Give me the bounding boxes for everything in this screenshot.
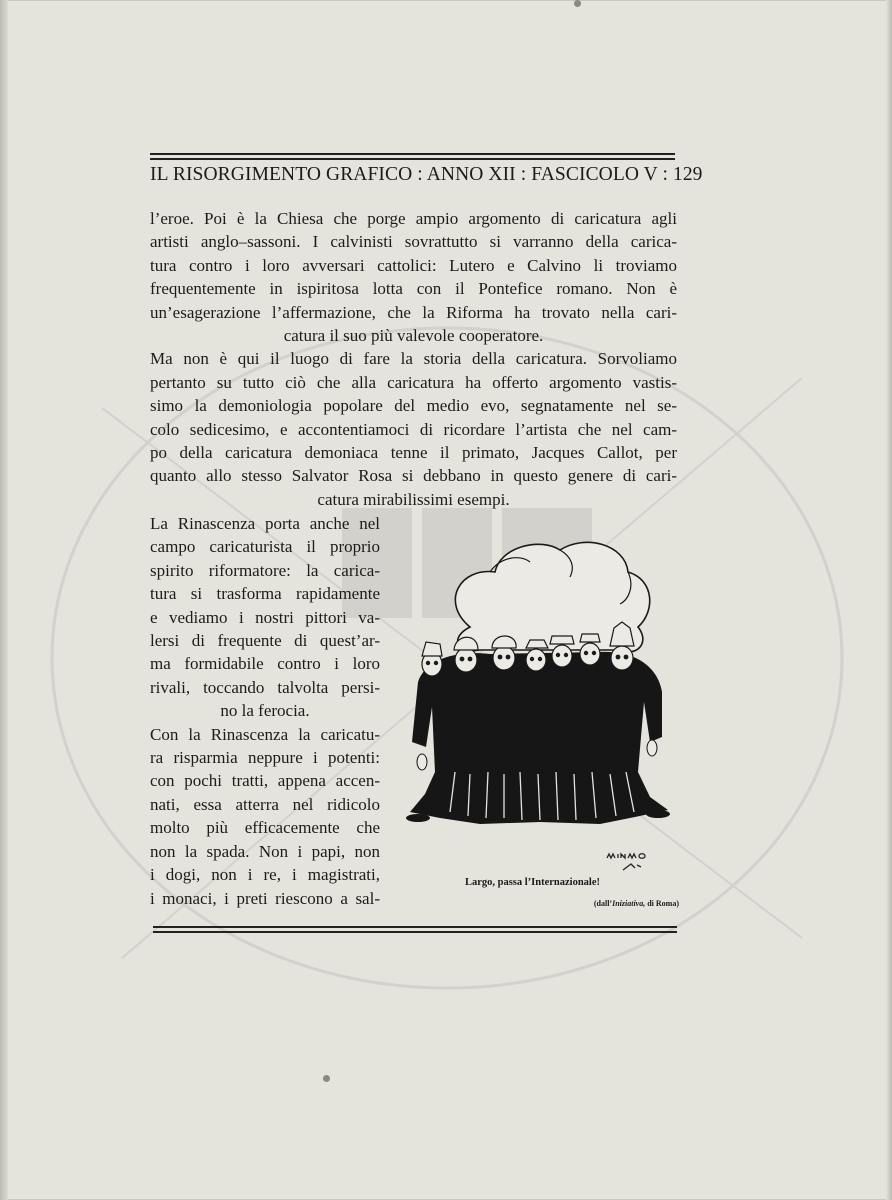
footer-double-rule bbox=[153, 926, 677, 933]
text-line: ma formidabile contro i loro bbox=[150, 654, 380, 674]
text-line: simo la demoniologia popolare del medio evo, segnatamente nel se- bbox=[150, 396, 677, 416]
text-line: pertanto su tutto ciò che alla caricatura ha offerto argomento vastis- bbox=[150, 372, 677, 392]
figure-credit bbox=[563, 899, 679, 908]
credit-suffix: di Roma) bbox=[645, 899, 679, 908]
paragraph-reformation bbox=[150, 207, 677, 347]
text-line: artisti anglo–sassoni. I calvinisti sovrattutto si varranno della carica- bbox=[150, 232, 677, 252]
credit-prefix: (dall’ bbox=[593, 899, 613, 908]
text-line-last: catura mirabilissimi esempi. bbox=[317, 489, 510, 509]
full-width-text-column bbox=[150, 207, 677, 511]
text-line: campo caricaturista il proprio bbox=[150, 537, 380, 557]
text-line: nati, essa atterra nel ridicolo bbox=[150, 794, 380, 814]
paper-speck bbox=[323, 1075, 330, 1082]
text-line-last: no la ferocia. bbox=[220, 701, 310, 721]
text-line: spirito riformatore: la carica- bbox=[150, 560, 380, 580]
narrow-text-column bbox=[150, 512, 380, 910]
text-line: rivali, toccando talvolta persi- bbox=[150, 677, 380, 697]
text-line: tura contro i loro avversari cattolici: Lutero e Calvino li troviamo bbox=[150, 255, 677, 275]
running-header: IL RISORGIMENTO GRAFICO : ANNO XII : FASCICOLO V : 129 bbox=[150, 164, 703, 185]
text-line: ra risparmia neppure i potenti: bbox=[150, 748, 380, 768]
text-line: non la spada. Non i papi, non bbox=[150, 841, 380, 861]
paragraph-powerful bbox=[150, 723, 380, 910]
figure-caption: Largo, passa l’Internazionale! bbox=[464, 877, 601, 888]
text-line: colo sedicesimo, e accontentiamoci di ricordare l’artista che nel cam- bbox=[150, 419, 677, 439]
text-line: quanto allo stesso Salvator Rosa si debbano in questo genere di cari- bbox=[150, 466, 677, 486]
text-line: i monaci, i preti riescono a sal- bbox=[150, 888, 380, 908]
page-binding-edge bbox=[0, 0, 8, 1200]
text-line: molto più efficacemente che bbox=[150, 818, 380, 838]
text-line: con pochi tratti, appena accen- bbox=[150, 771, 380, 791]
header-double-rule bbox=[150, 153, 675, 160]
text-line: e vediamo i nostri pittori va- bbox=[150, 607, 380, 627]
paragraph-renaissance bbox=[150, 512, 380, 723]
credit-source: Iniziativa, bbox=[612, 899, 646, 908]
text-line: un’esagerazione l’affermazione, che la Riforma ha trovato nella cari- bbox=[150, 302, 677, 322]
text-line-last: catura il suo più valevole cooperatore. bbox=[283, 326, 544, 346]
artist-signature-mark bbox=[605, 852, 647, 874]
caricature-illustration bbox=[400, 532, 678, 832]
text-line: Con la Rinascenza la caricatu- bbox=[150, 724, 380, 744]
text-line: po della caricatura demoniaca tenne il primato, Jacques Callot, per bbox=[150, 443, 677, 463]
text-line: l’eroe. Poi è la Chiesa che porge ampio argomento di caricatura agli bbox=[150, 209, 677, 228]
paragraph-demonology bbox=[150, 347, 677, 511]
text-line: frequentemente in ispiritosa lotta con il Pontefice romano. Non è bbox=[150, 279, 677, 299]
text-line: i dogi, non i re, i magistrati, bbox=[150, 865, 380, 885]
paper-speck bbox=[574, 0, 581, 7]
text-line: Ma non è qui il luogo di fare la storia della caricatura. Sorvoliamo bbox=[150, 349, 677, 369]
text-line: La Rinascenza porta anche nel bbox=[150, 514, 380, 533]
page-right-edge bbox=[886, 0, 892, 1200]
text-line: tura si trasforma rapidamente bbox=[150, 584, 380, 604]
text-line: lersi di frequente di quest’ar- bbox=[150, 631, 380, 651]
